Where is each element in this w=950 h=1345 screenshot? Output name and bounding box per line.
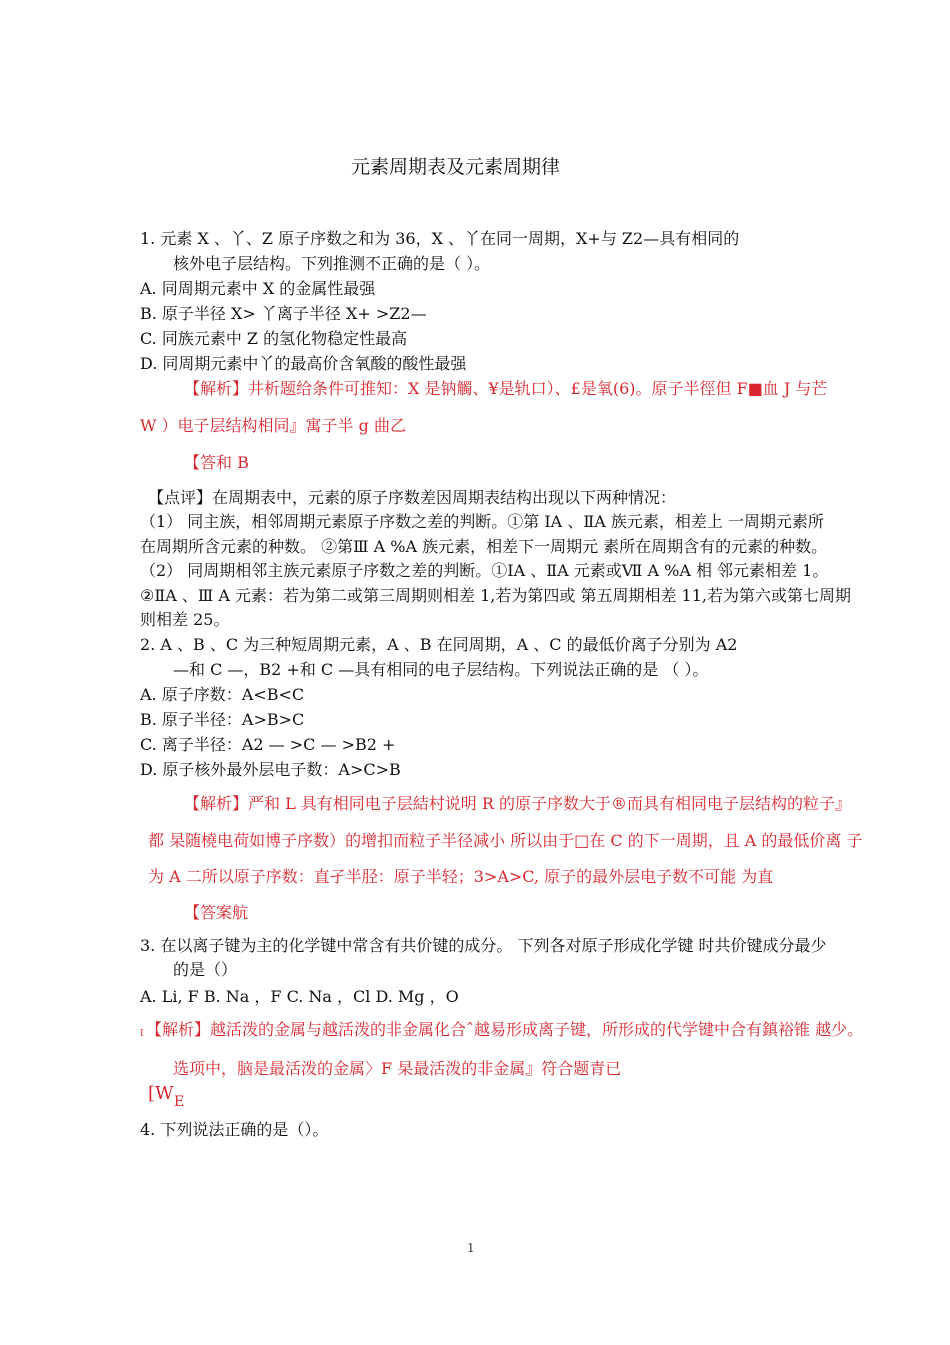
q4-stem: 4. 下列说法正确的是（）。 bbox=[140, 1120, 329, 1139]
q2-explanation-line-3: 为 A 二所以原子序数：直孑半胫：原子半轻；3>A>C, 原子的最外层电子数不可能 为直 bbox=[148, 867, 774, 886]
q1-option-b: B. 原子半径 X> 丫离子半径 X+ >Z2— bbox=[140, 304, 427, 323]
q2-answer: 【答案航 bbox=[184, 903, 249, 922]
q3-explanation-line-1: 【解析】越活泼的金属与越活泼的非金属化合ˆ越易形成离子键，所形成的代学键中合有鎮裕锥 越少。 bbox=[146, 1020, 864, 1039]
q1-answer: 【答和 B bbox=[184, 453, 249, 472]
q2-stem-line-1: 2. A 、B 、C 为三种短周期元素，A 、B 在同周期，A 、C 的最低价离子分别为 A2 bbox=[140, 635, 738, 654]
q2-stem-line-2: —和 C —，B2 +和 C —具有相同的电子层结构。下列说法正确的是 （ ）。 bbox=[173, 660, 709, 679]
comment-line-3: 在周期所含元素的种数。 ②第Ⅲ A %A 族元素，相差下一周期元 素所在周期含有的元素的种数。 bbox=[140, 537, 828, 556]
q3-options: A. Li, F B. Na ，F C. Na ，Cl D. Mg ，O bbox=[140, 987, 459, 1006]
q2-option-a: A. 原子序数：A<B<C bbox=[140, 685, 305, 704]
q3-explanation-line-2: 选项中，脑是最活泼的金属〉F 杲最活泼的非金属』符合题青已 bbox=[173, 1059, 622, 1078]
q2-explanation-line-2: 都 杲随橈电荷如博子序数）的增扣而粒子半径减小 所以由于□在 C 的下一周期，且 A 的最低价离 子 bbox=[148, 831, 863, 850]
q1-option-c: C. 同族元素中 Z 的氢化物稳定性最高 bbox=[140, 329, 408, 348]
document-title: 元素周期表及元素周期律 bbox=[351, 156, 561, 178]
q2-explanation-line-1: 【解析】严和 L 具有相同电子层結村说明 R 的原子序数大于®而具有相同电子层结构的粒子』 bbox=[184, 794, 852, 813]
page-number: 1 bbox=[467, 1241, 475, 1255]
q3-answer-fragment: [W bbox=[148, 1083, 174, 1104]
q1-explanation-line-2: W ）电子层结构相同』寓子半 g 曲乙 bbox=[140, 416, 406, 435]
q3-stem-line-1: 3. 在以离子键为主的化学键中常含有共价键的成分。 下列各对原子形成化学键 时共价键成分最少 bbox=[140, 936, 827, 955]
q3-explanation-mark: I bbox=[140, 1029, 144, 1039]
comment-line-6: 则相差 25。 bbox=[140, 610, 230, 629]
comment-line-2: （1） 同主族，相邻周期元素原子序数之差的判断。①第 IA 、ⅡA 族元素，相差上 一周期元素所 bbox=[140, 512, 824, 531]
q1-explanation-line-1: 【解析】井析题给条件可推知：X 是钠觸、¥是轨口）、£是氧(6)。原子半徑但 F■血 J 与芒 bbox=[184, 379, 828, 398]
q1-option-d: D. 同周期元素中丫的最高价含氧酸的酸性最强 bbox=[140, 354, 467, 373]
q1-option-a: A. 同周期元素中 X 的金属性最强 bbox=[140, 279, 376, 298]
q3-stem-line-2: 的是（） bbox=[173, 960, 238, 979]
q2-option-d: D. 原子核外最外层电子数：A>C>B bbox=[140, 760, 401, 779]
q2-option-c: C. 离子半径：A2 — >C — >B2 + bbox=[140, 735, 396, 754]
comment-line-5: ②ⅡA 、Ⅲ A 元素：若为第二或第三周期则相差 1,若为第四或 第五周期相差 11,若为第六或第七周期 bbox=[140, 586, 851, 605]
q2-option-b: B. 原子半径：A>B>C bbox=[140, 710, 305, 729]
q1-stem-line-1: 1. 元素 X 、丫、Z 原子序数之和为 36，X 、丫在同一周期，X+与 Z2—具有相同的 bbox=[140, 229, 740, 248]
q1-stem-line-2: 核外电子层结构。下列推测不正确的是（ ）。 bbox=[173, 254, 491, 273]
comment-line-1: 【点评】在周期表中，元素的原子序数差因周期表结构出现以下两种情况： bbox=[148, 488, 677, 507]
q3-answer-fragment-sub: E bbox=[174, 1094, 185, 1110]
comment-line-4: （2） 同周期相邻主族元素原子序数之差的判断。①IA 、ⅡA 元素或Ⅶ A %A 相 邻元素相差 1。 bbox=[140, 561, 829, 580]
